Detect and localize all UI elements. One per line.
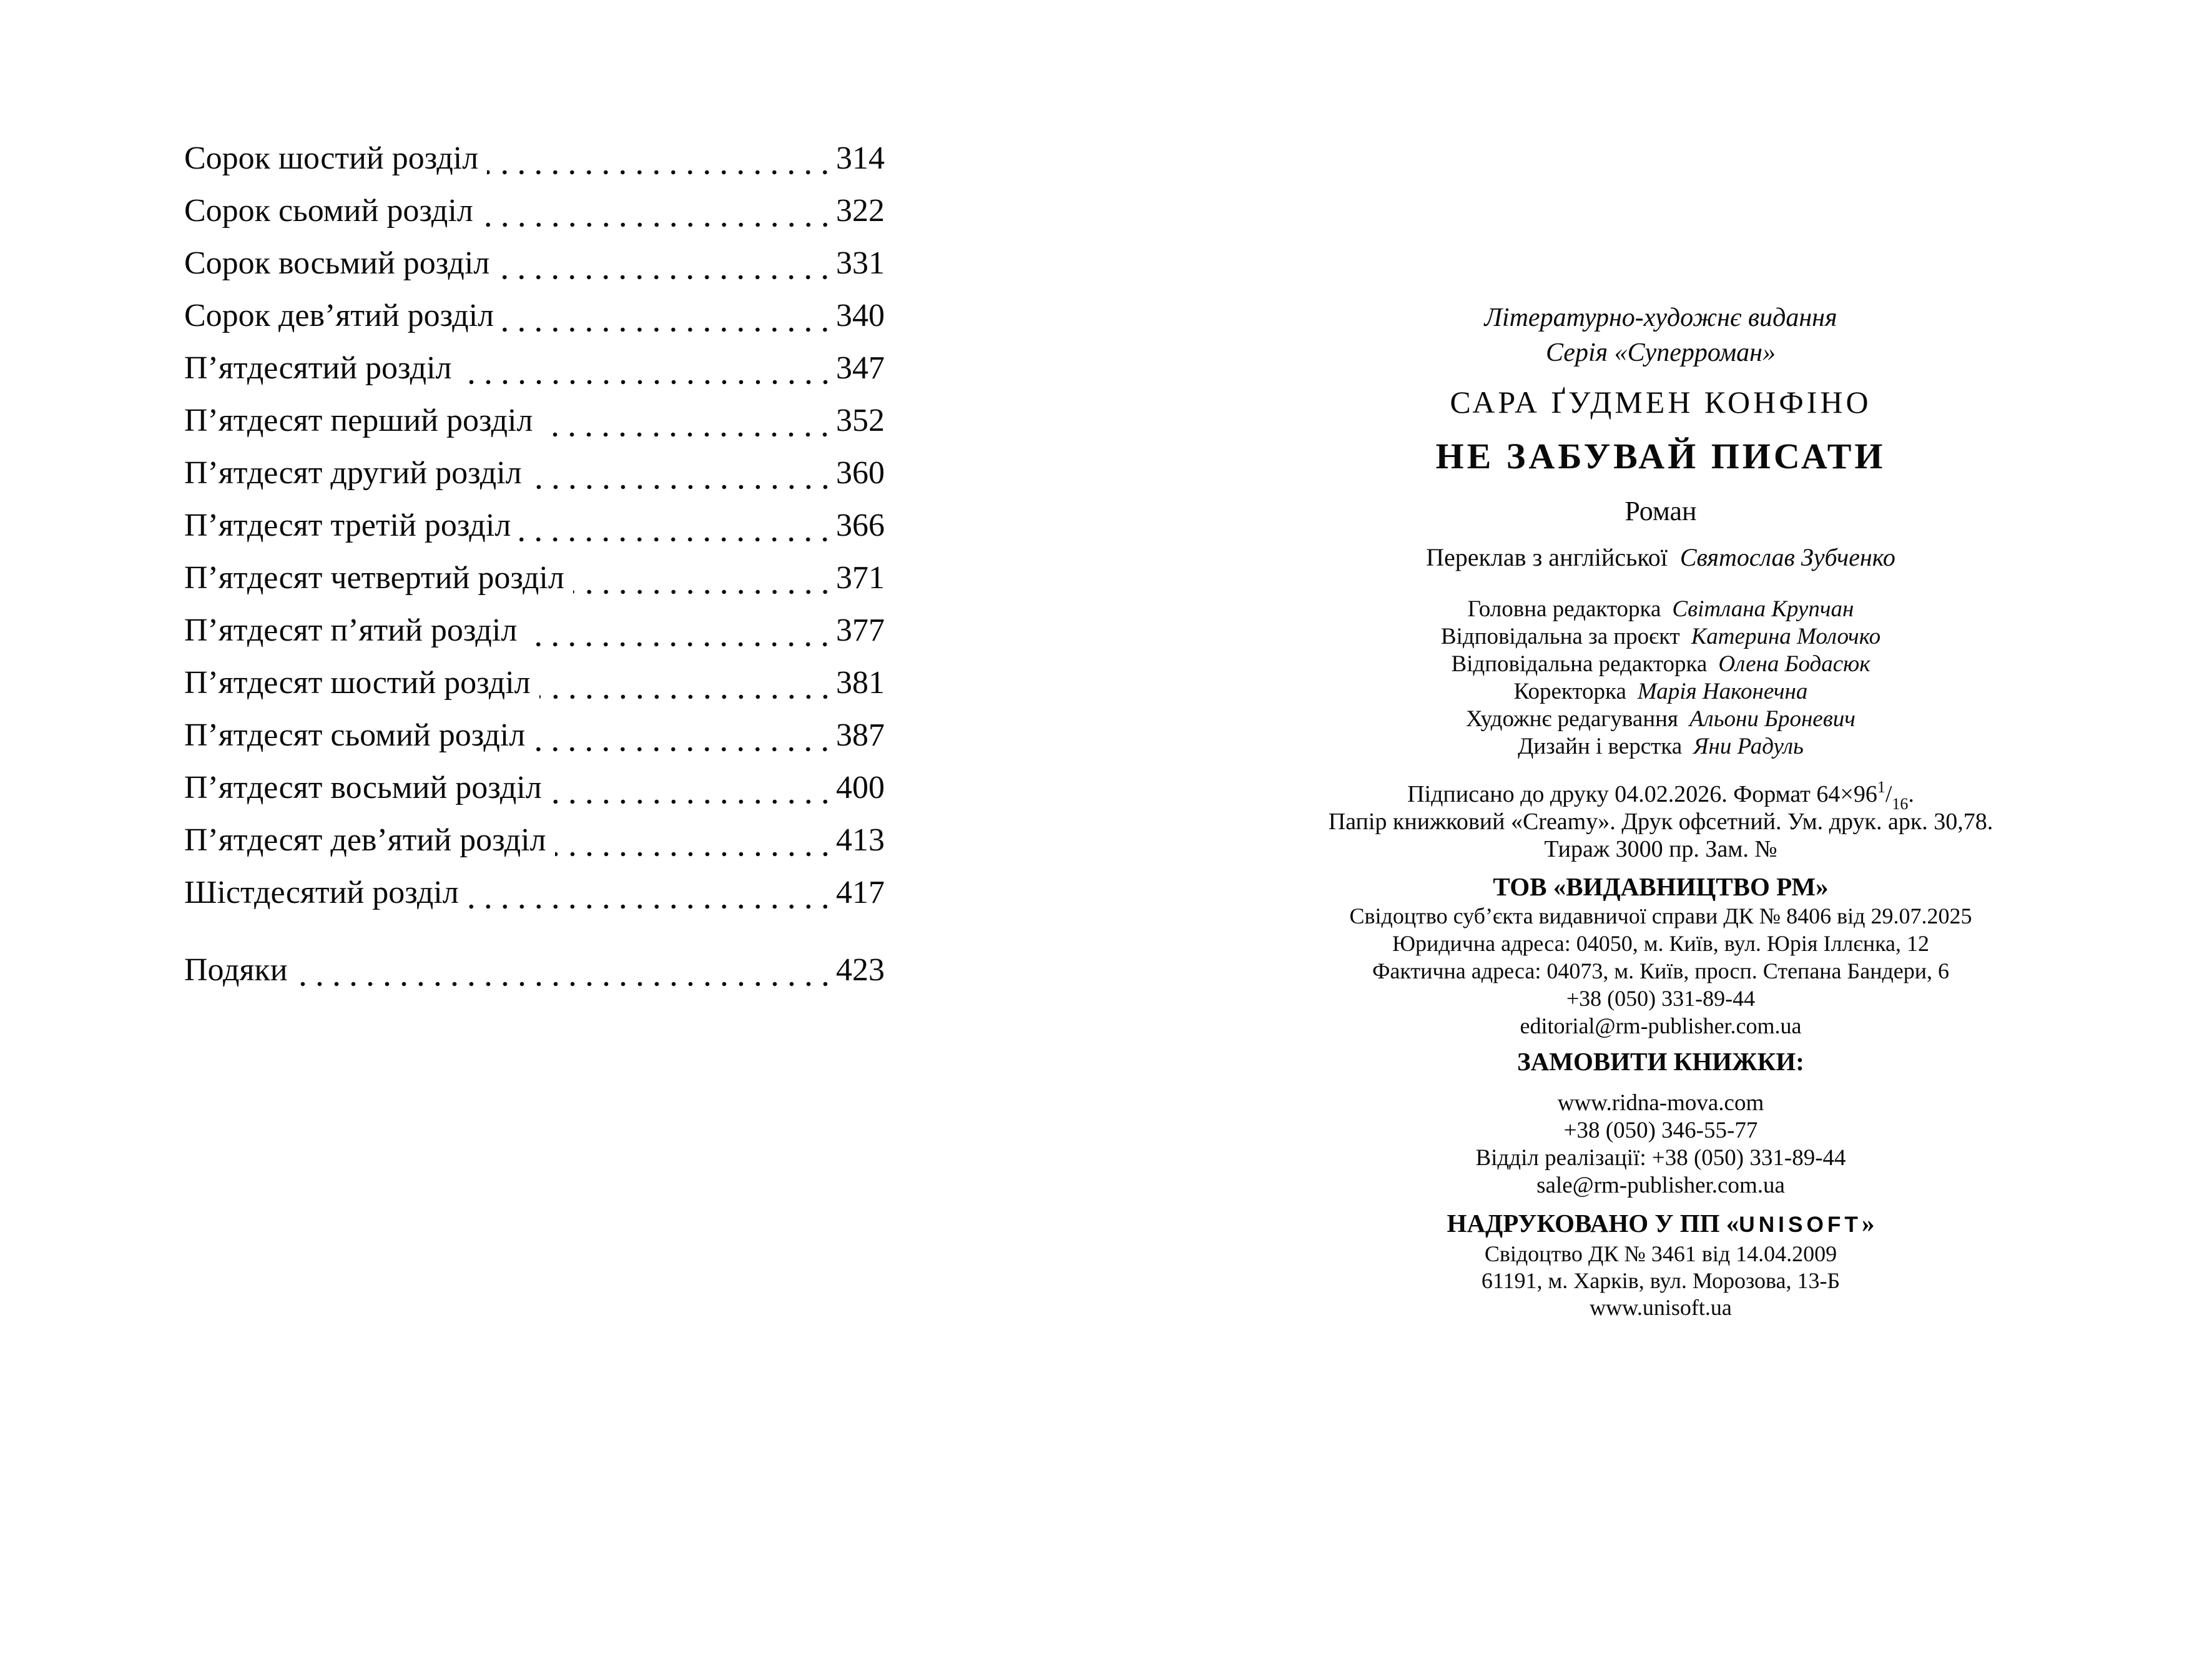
printer-heading-prefix: НАДРУКОВАНО У ПП « [1447, 1209, 1739, 1238]
dot-leader [551, 799, 833, 804]
dot-leader [519, 537, 833, 542]
toc-entry [184, 709, 885, 762]
dot-leader [468, 904, 833, 909]
order-email: sale@rm-publisher.com.ua [1536, 1173, 1785, 1198]
dot-leader [461, 380, 834, 385]
toc-entry-label: Сорок восьмий розділ [184, 245, 490, 281]
dot-leader [534, 747, 833, 752]
toc-entry [184, 185, 885, 237]
dot-leader [531, 485, 833, 490]
publisher-phone: +38 (050) 331-89-44 [1566, 986, 1756, 1011]
toc-entry-label: П’ятдесят восьмий розділ [184, 770, 542, 805]
toc-entry-page: 347 [836, 350, 885, 386]
translation-prefix: Переклав з англійської [1426, 543, 1668, 571]
print-info-line-3: Тираж 3000 пр. Зам. № [1544, 836, 1777, 862]
print-info-line-1 [1242, 778, 2079, 813]
toc-entry-page: 371 [836, 560, 885, 596]
edition-type: Літературно-художнє видання [1484, 303, 1837, 332]
dot-leader [555, 852, 833, 857]
toc-entry-label: Сорок сьомий розділ [184, 193, 473, 229]
toc-entry-label: П’ятдесят другий розділ [184, 455, 522, 491]
dot-leader [541, 432, 833, 437]
dot-leader [487, 170, 833, 175]
credit-line [1242, 706, 2079, 733]
credit-line [1242, 651, 2079, 678]
credit-role: Відповідальна редакторка [1451, 651, 1708, 677]
book-title: НЕ ЗАБУВАЙ ПИСАТИ [1435, 436, 1886, 476]
translator-name: Святослав Зубченко [1679, 543, 1895, 571]
toc-entry [184, 762, 885, 814]
toc-entry-page: 322 [836, 193, 885, 229]
print-format-text: Підписано до друку 04.02.2026. Формат 64×96 [1407, 781, 1877, 807]
author-name: САРА ҐУДМЕН КОНФІНО [1450, 385, 1872, 420]
genre-label: Роман [1625, 496, 1697, 526]
toc-entry-page: 366 [836, 508, 885, 543]
credits-block [1242, 596, 2079, 761]
dot-leader [526, 642, 833, 647]
credit-line [1242, 733, 2079, 761]
toc-entry-label: П’ятдесят третій розділ [184, 508, 511, 543]
toc-entry-label: Подяки [184, 952, 288, 988]
credit-role: Відповідальна за проєкт [1440, 624, 1680, 649]
toc-entry-label: Сорок шостий розділ [184, 140, 479, 176]
toc-entry-acknowledgements [184, 944, 885, 997]
credit-role: Головна редакторка [1467, 596, 1661, 622]
toc-entry-label: П’ятдесят шостий розділ [184, 665, 531, 701]
toc-entry-label: П’ятдесятий розділ [184, 350, 452, 386]
toc-entry [184, 447, 885, 500]
order-phone: +38 (050) 346-55-77 [1563, 1118, 1758, 1143]
credit-role: Коректорка [1513, 679, 1626, 704]
credit-name: Світлана Крупчан [1672, 596, 1854, 622]
print-format-suffix: . [1908, 781, 1914, 807]
order-sales-phone: Відділ реалізації: +38 (050) 331-89-44 [1475, 1145, 1846, 1171]
toc-entry-page: 400 [836, 770, 885, 805]
toc-entry-label: П’ятдесят п’ятий розділ [184, 613, 518, 648]
toc-entry-page: 360 [836, 455, 885, 491]
table-of-contents [184, 132, 885, 997]
toc-entry-label: П’ятдесят четвертий розділ [184, 560, 564, 596]
toc-entry [184, 657, 885, 709]
translation-line [1242, 541, 2079, 574]
toc-entry [184, 814, 885, 867]
toc-entry [184, 552, 885, 604]
dot-leader [539, 694, 833, 699]
order-heading: ЗАМОВИТИ КНИЖКИ: [1517, 1047, 1804, 1076]
dot-leader [503, 327, 833, 332]
publisher-certificate: Свідоцтво суб’єкта видавничої справи ДК № 8406 від 29.07.2025 [1349, 903, 1972, 928]
toc-entry-label: П’ятдесят сьомий розділ [184, 717, 526, 753]
order-website: www.ridna-mova.com [1557, 1090, 1764, 1116]
printer-certificate: Свідоцтво ДК № 3461 від 14.04.2009 [1484, 1241, 1837, 1266]
fraction-numerator: 1 [1877, 778, 1885, 796]
printer-info-block [1242, 1241, 2079, 1321]
toc-entry-page: 314 [836, 140, 885, 176]
toc-entry-page: 423 [836, 952, 885, 988]
publisher-info-block [1242, 902, 2079, 1040]
toc-entry [184, 395, 885, 447]
colophon-page [1242, 0, 2079, 1321]
credit-line [1242, 678, 2079, 706]
dot-leader [297, 982, 833, 987]
toc-entry-label: П’ятдесят перший розділ [184, 403, 533, 438]
toc-entry-page: 413 [836, 822, 885, 858]
toc-entry-page: 377 [836, 613, 885, 648]
toc-entry-label: Шістдесятий розділ [184, 875, 459, 910]
toc-entry-page: 417 [836, 875, 885, 910]
toc-entry [184, 237, 885, 290]
toc-entry-page: 331 [836, 245, 885, 281]
credit-name: Олена Бодасюк [1718, 651, 1870, 677]
print-info-block [1242, 780, 2079, 863]
credit-line [1242, 596, 2079, 623]
toc-entry-page: 340 [836, 298, 885, 333]
credit-name: Яни Радуль [1693, 734, 1804, 759]
toc-entry-page: 352 [836, 403, 885, 438]
printer-address: 61191, м. Харків, вул. Морозова, 13-Б [1481, 1268, 1841, 1293]
credit-role: Художнє редагування [1466, 706, 1678, 732]
toc-entry [184, 500, 885, 552]
publisher-email: editorial@rm-publisher.com.ua [1520, 1013, 1802, 1038]
toc-entry-page: 387 [836, 717, 885, 753]
credit-name: Марія Наконечна [1637, 679, 1808, 704]
printer-heading [1242, 1208, 2079, 1241]
toc-entry [184, 342, 885, 395]
toc-entry-label: Сорок дев’ятий розділ [184, 298, 494, 333]
toc-entry [184, 867, 885, 919]
credit-line [1242, 623, 2079, 651]
series-name: Серія «Суперроман» [1546, 338, 1776, 367]
credit-name: Альони Броневич [1689, 706, 1856, 732]
printer-brand: UNISOFT [1739, 1213, 1862, 1237]
print-info-line-2: Папір книжковий «Creamy». Друк офсетний. Ум. друк. арк. 30,78. [1328, 809, 1993, 835]
publisher-legal-address: Юридична адреса: 04050, м. Київ, вул. Юрія Іллєнка, 12 [1392, 931, 1930, 956]
toc-entry-page: 381 [836, 665, 885, 701]
order-info-block [1242, 1090, 2079, 1199]
format-fraction: $^1/_{16}$ [1877, 778, 1909, 813]
toc-entry [184, 132, 885, 185]
printer-website: www.unisoft.ua [1590, 1295, 1732, 1320]
credit-name: Катерина Молочко [1691, 624, 1881, 649]
dot-leader [573, 589, 833, 594]
dot-leader [498, 275, 833, 280]
toc-entry [184, 604, 885, 657]
credit-role: Дизайн і верстка [1518, 734, 1683, 759]
printer-heading-suffix: » [1861, 1209, 1875, 1238]
publisher-name: ТОВ «ВИДАВНИЦТВО РМ» [1493, 872, 1829, 901]
toc-entry-label: П’ятдесят дев’ятий розділ [184, 822, 546, 858]
fraction-denominator: 16 [1892, 795, 1909, 813]
publisher-actual-address: Фактична адреса: 04073, м. Київ, просп. Степана Бандери, 6 [1372, 958, 1950, 983]
dot-leader [482, 222, 833, 227]
toc-entry [184, 290, 885, 342]
